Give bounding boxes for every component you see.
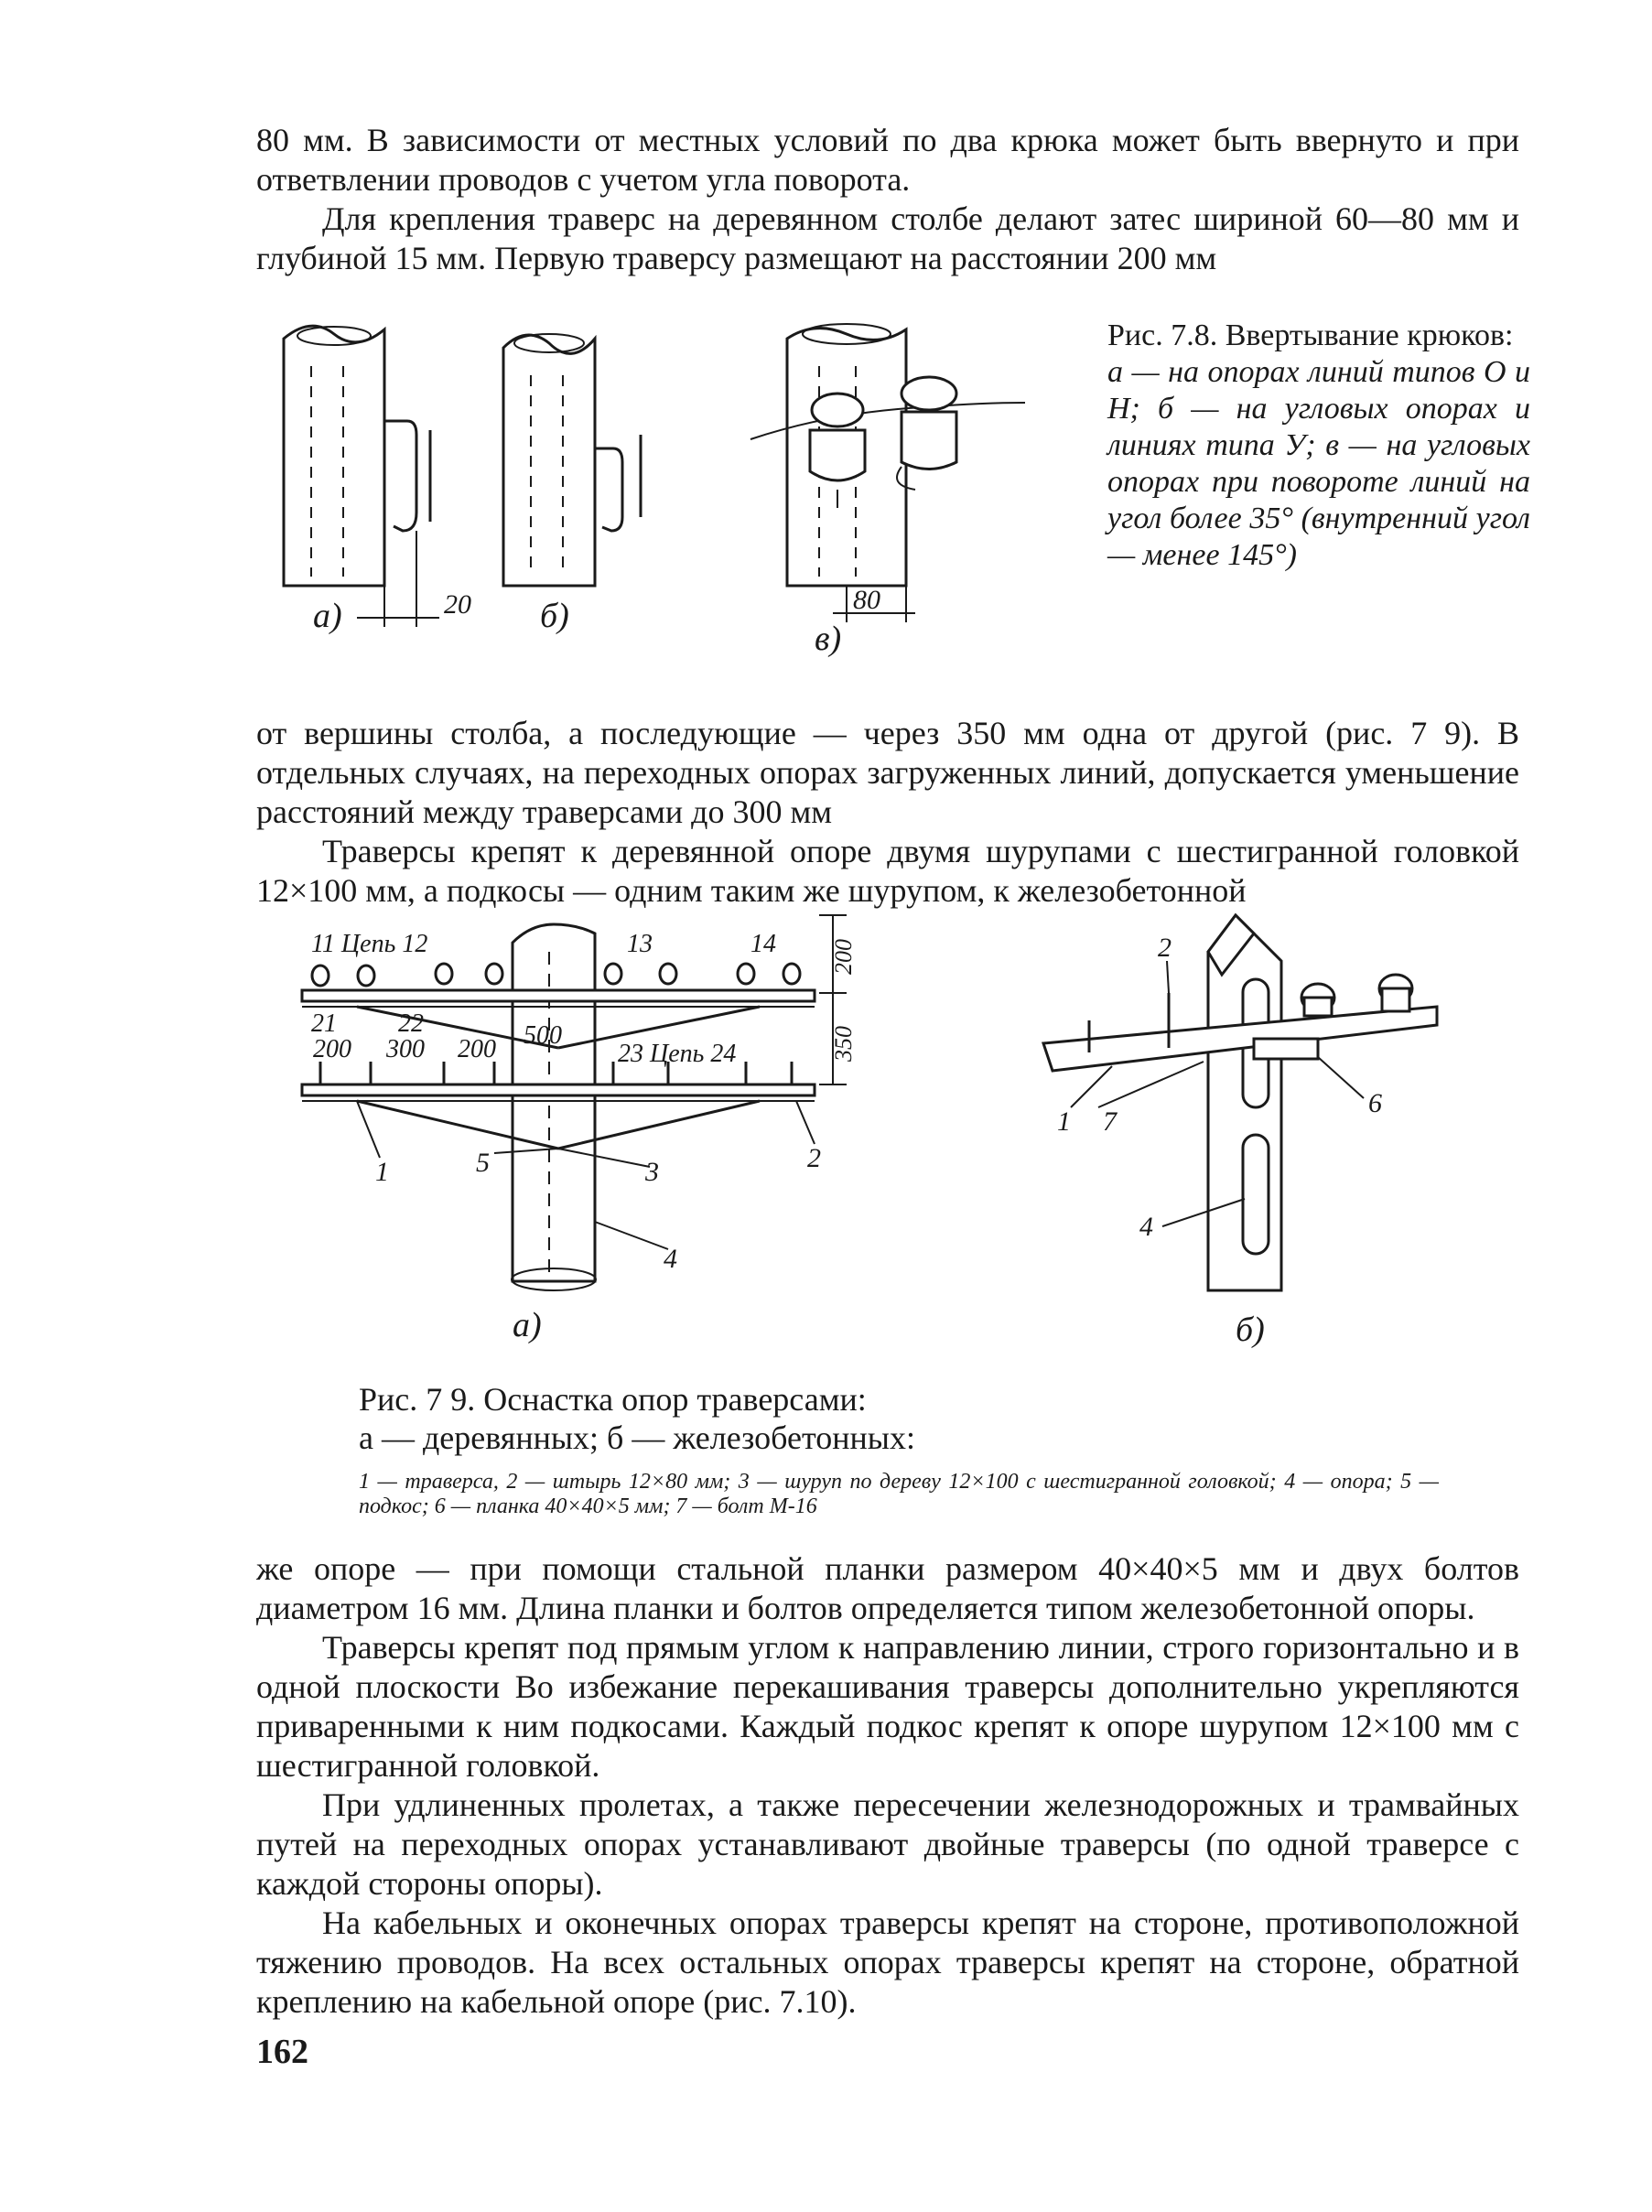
paragraph-8: На кабельных и оконечных опорах траверсы крепят на стороне, противоположной тяжению проводов. На всех остальных опорах траверсы крепят на стороне, обратной креплению на кабельной опоре (рис. 7.10). [256,1904,1519,2020]
paragraph-3: от вершины столба, а последующие — через 350 мм одна от другой (рис. 7 9). В отдельных случаях, на переходных опорах загруженных линий, допускается уменьшение расстояний между траверсами до 300 мм [256,715,1519,830]
label-13: 13 [627,930,653,958]
dim-500: 500 [524,1021,562,1050]
fig-7-8-label-a: а) [313,597,342,635]
fig-7-8-label-c: в) [815,620,842,658]
text-block-top [256,121,1519,278]
paragraph-6: Траверсы крепят под прямым углом к направлению линии, строго горизонтально и в одной плоскости Во избежание перекашивания траверсы дополнительно укрепляются приваренными к ним подкосами. Каждый подкос крепят к опоре шурупом 12×100 мм с шестигранной головкой. [256,1629,1519,1784]
dim-80-label: 80 [853,585,880,615]
label-22: 22 [398,1009,424,1038]
paragraph-1: 80 мм. В зависимости от местных условий по два крюка может быть ввернуто и при ответвлении проводов с учетом угла поворота. [256,122,1519,198]
callout-2-a: 2 [807,1143,821,1173]
fig-7-9-label-b: б) [1236,1311,1265,1349]
callout-5-a: 5 [476,1148,490,1178]
figure-7-8-title: Рис. 7.8. Ввертывание крюков: [1107,318,1514,352]
page-number: 162 [256,2033,308,2071]
text-block-middle [256,714,1519,911]
fig-7-8-label-b: б) [540,597,569,635]
paragraph-4: Траверсы крепят к деревянной опоре двумя шурупами с шестигранной головкой 12×100 мм, а подкосы — одним таким же шурупом, к железобетонной [256,833,1519,909]
label-14: 14 [750,930,776,958]
wooden-pole-assembly [302,915,847,1290]
callout-3-a: 3 [645,1157,659,1187]
dim-200-b: 200 [458,1035,496,1063]
dim-300: 300 [386,1035,425,1063]
figure-7-9-subtitle: а — деревянных; б — железобетонных: [359,1419,915,1456]
pole-c [750,324,1025,622]
paragraph-7: При удлиненных пролетах, а также пересечении железнодорожных и трамвайных путей на переходных опорах устанавливают двойные траверсы (по одной траверсе с каждой стороны опоры). [256,1786,1519,1902]
chain-bottom-label: 23 Цепь 24 [618,1040,737,1068]
callout-4-b: 4 [1139,1212,1153,1242]
text-block-bottom [256,1549,1519,2022]
figure-7-9-caption [359,1380,1439,1519]
paragraph-2: Для крепления траверс на деревянном столбе делают затес шириной 60—80 мм и глубиной 15 мм. Первую траверсу размещают на расстоянии 200 мм [256,200,1519,276]
callout-1-b: 1 [1057,1106,1071,1137]
figure-7-8-caption [1107,318,1530,574]
callout-4-a: 4 [664,1244,677,1274]
dim-20-label: 20 [444,589,471,620]
figure-7-8-legend: а — на опорах линий типов О и Н; б — на угловых опорах и линиях типа У; в — на угловых опорах при повороте линий на угол более 35° (внутренний угол — менее 145°) [1107,355,1530,572]
figure-7-9-drawing [284,906,1464,1373]
callout-2-b: 2 [1158,933,1172,963]
callout-7-b: 7 [1103,1106,1117,1137]
figure-7-9-title: Рис. 7 9. Оснастка опор траверсами: [359,1381,867,1418]
pole-a [284,326,439,627]
chain-top-label: 11 Цепь 12 [311,930,428,958]
dim-350-vertical: 350 [830,1026,857,1062]
label-21: 21 [311,1009,337,1038]
dim-200-vertical: 200 [830,939,857,975]
dim-200-a: 200 [313,1035,351,1063]
figure-7-9-legend: 1 — траверса, 2 — штырь 12×80 мм; 3 — шуруп по дереву 12×100 с шестигранной головкой; 4 — опора; 5 — подкос; 6 — планка 40×40×5 мм; 7 — болт М-16 [359,1470,1439,1518]
callout-1-a: 1 [375,1157,389,1187]
pole-b [503,334,641,586]
fig-7-9-label-a: а) [513,1306,542,1344]
paragraph-5: же опоре — при помощи стальной планки размером 40×40×5 мм и двух болтов диаметром 16 мм. Длина планки и болтов определяется типом железобетонной опоры. [256,1550,1519,1626]
callout-6-b: 6 [1368,1088,1382,1118]
figure-7-8-drawing [256,311,1098,659]
